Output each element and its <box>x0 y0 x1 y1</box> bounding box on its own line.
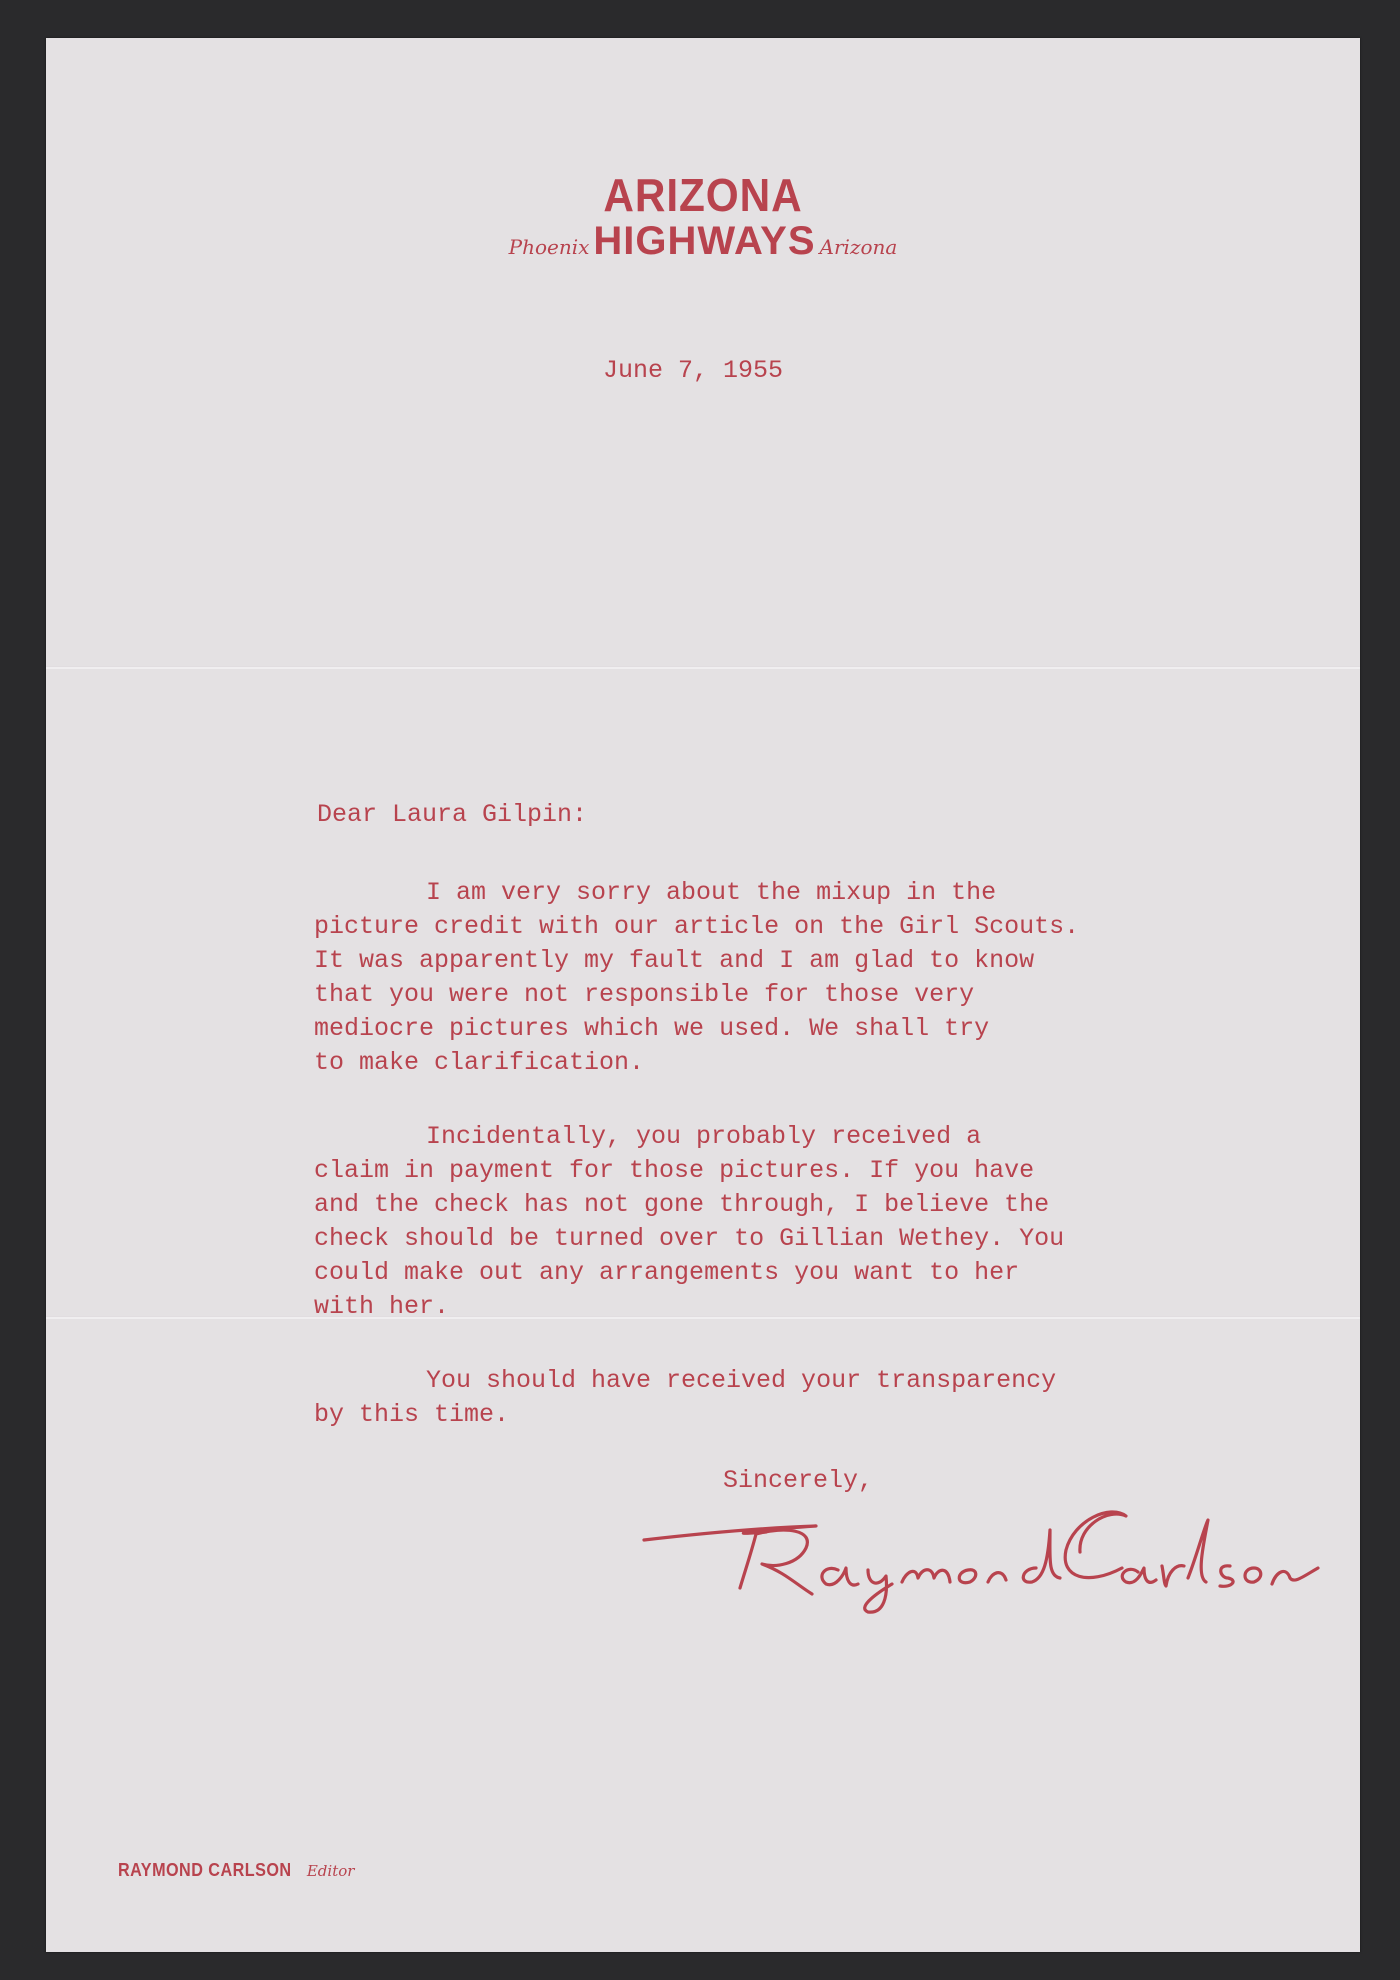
letter-footer <box>118 1860 354 1881</box>
letter-body <box>314 876 1174 1472</box>
letterhead-highways: HIGHWAYS <box>593 219 816 263</box>
paper-fold-line <box>46 666 1360 669</box>
footer-title: Editor <box>306 1862 355 1880</box>
handwritten-signature <box>636 1468 1326 1618</box>
paragraph-3: You should have received your transparency by this time. <box>314 1366 1057 1429</box>
letterhead <box>46 170 1360 270</box>
letterhead-arizona: ARIZONA <box>603 169 803 221</box>
letter-date: June 7, 1955 <box>602 356 784 385</box>
paragraph-1: I am very sorry about the mixup in the picture credit with our article on the Girl Scouts. It was apparently my fault and I am glad to know that you were not responsible for those very mediocre pictures which we used. We shall try to make clarification. <box>314 878 1080 1077</box>
salutation: Dear Laura Gilpin: <box>317 800 588 829</box>
letter-sheet <box>46 38 1360 1952</box>
footer-name: RAYMOND CARLSON <box>118 1860 292 1880</box>
paragraph-2: Incidentally, you probably received a claim in payment for those pictures. If you have and the check has not gone through, I believe the check should be turned over to Gillian Wethey. You could make out any arrangements you want to her with her. <box>314 1122 1065 1321</box>
letterhead-row <box>46 218 1360 270</box>
closing: Sincerely, <box>723 1466 874 1495</box>
letterhead-city: Phoenix <box>508 235 590 259</box>
letterhead-state: Arizona <box>819 235 898 259</box>
